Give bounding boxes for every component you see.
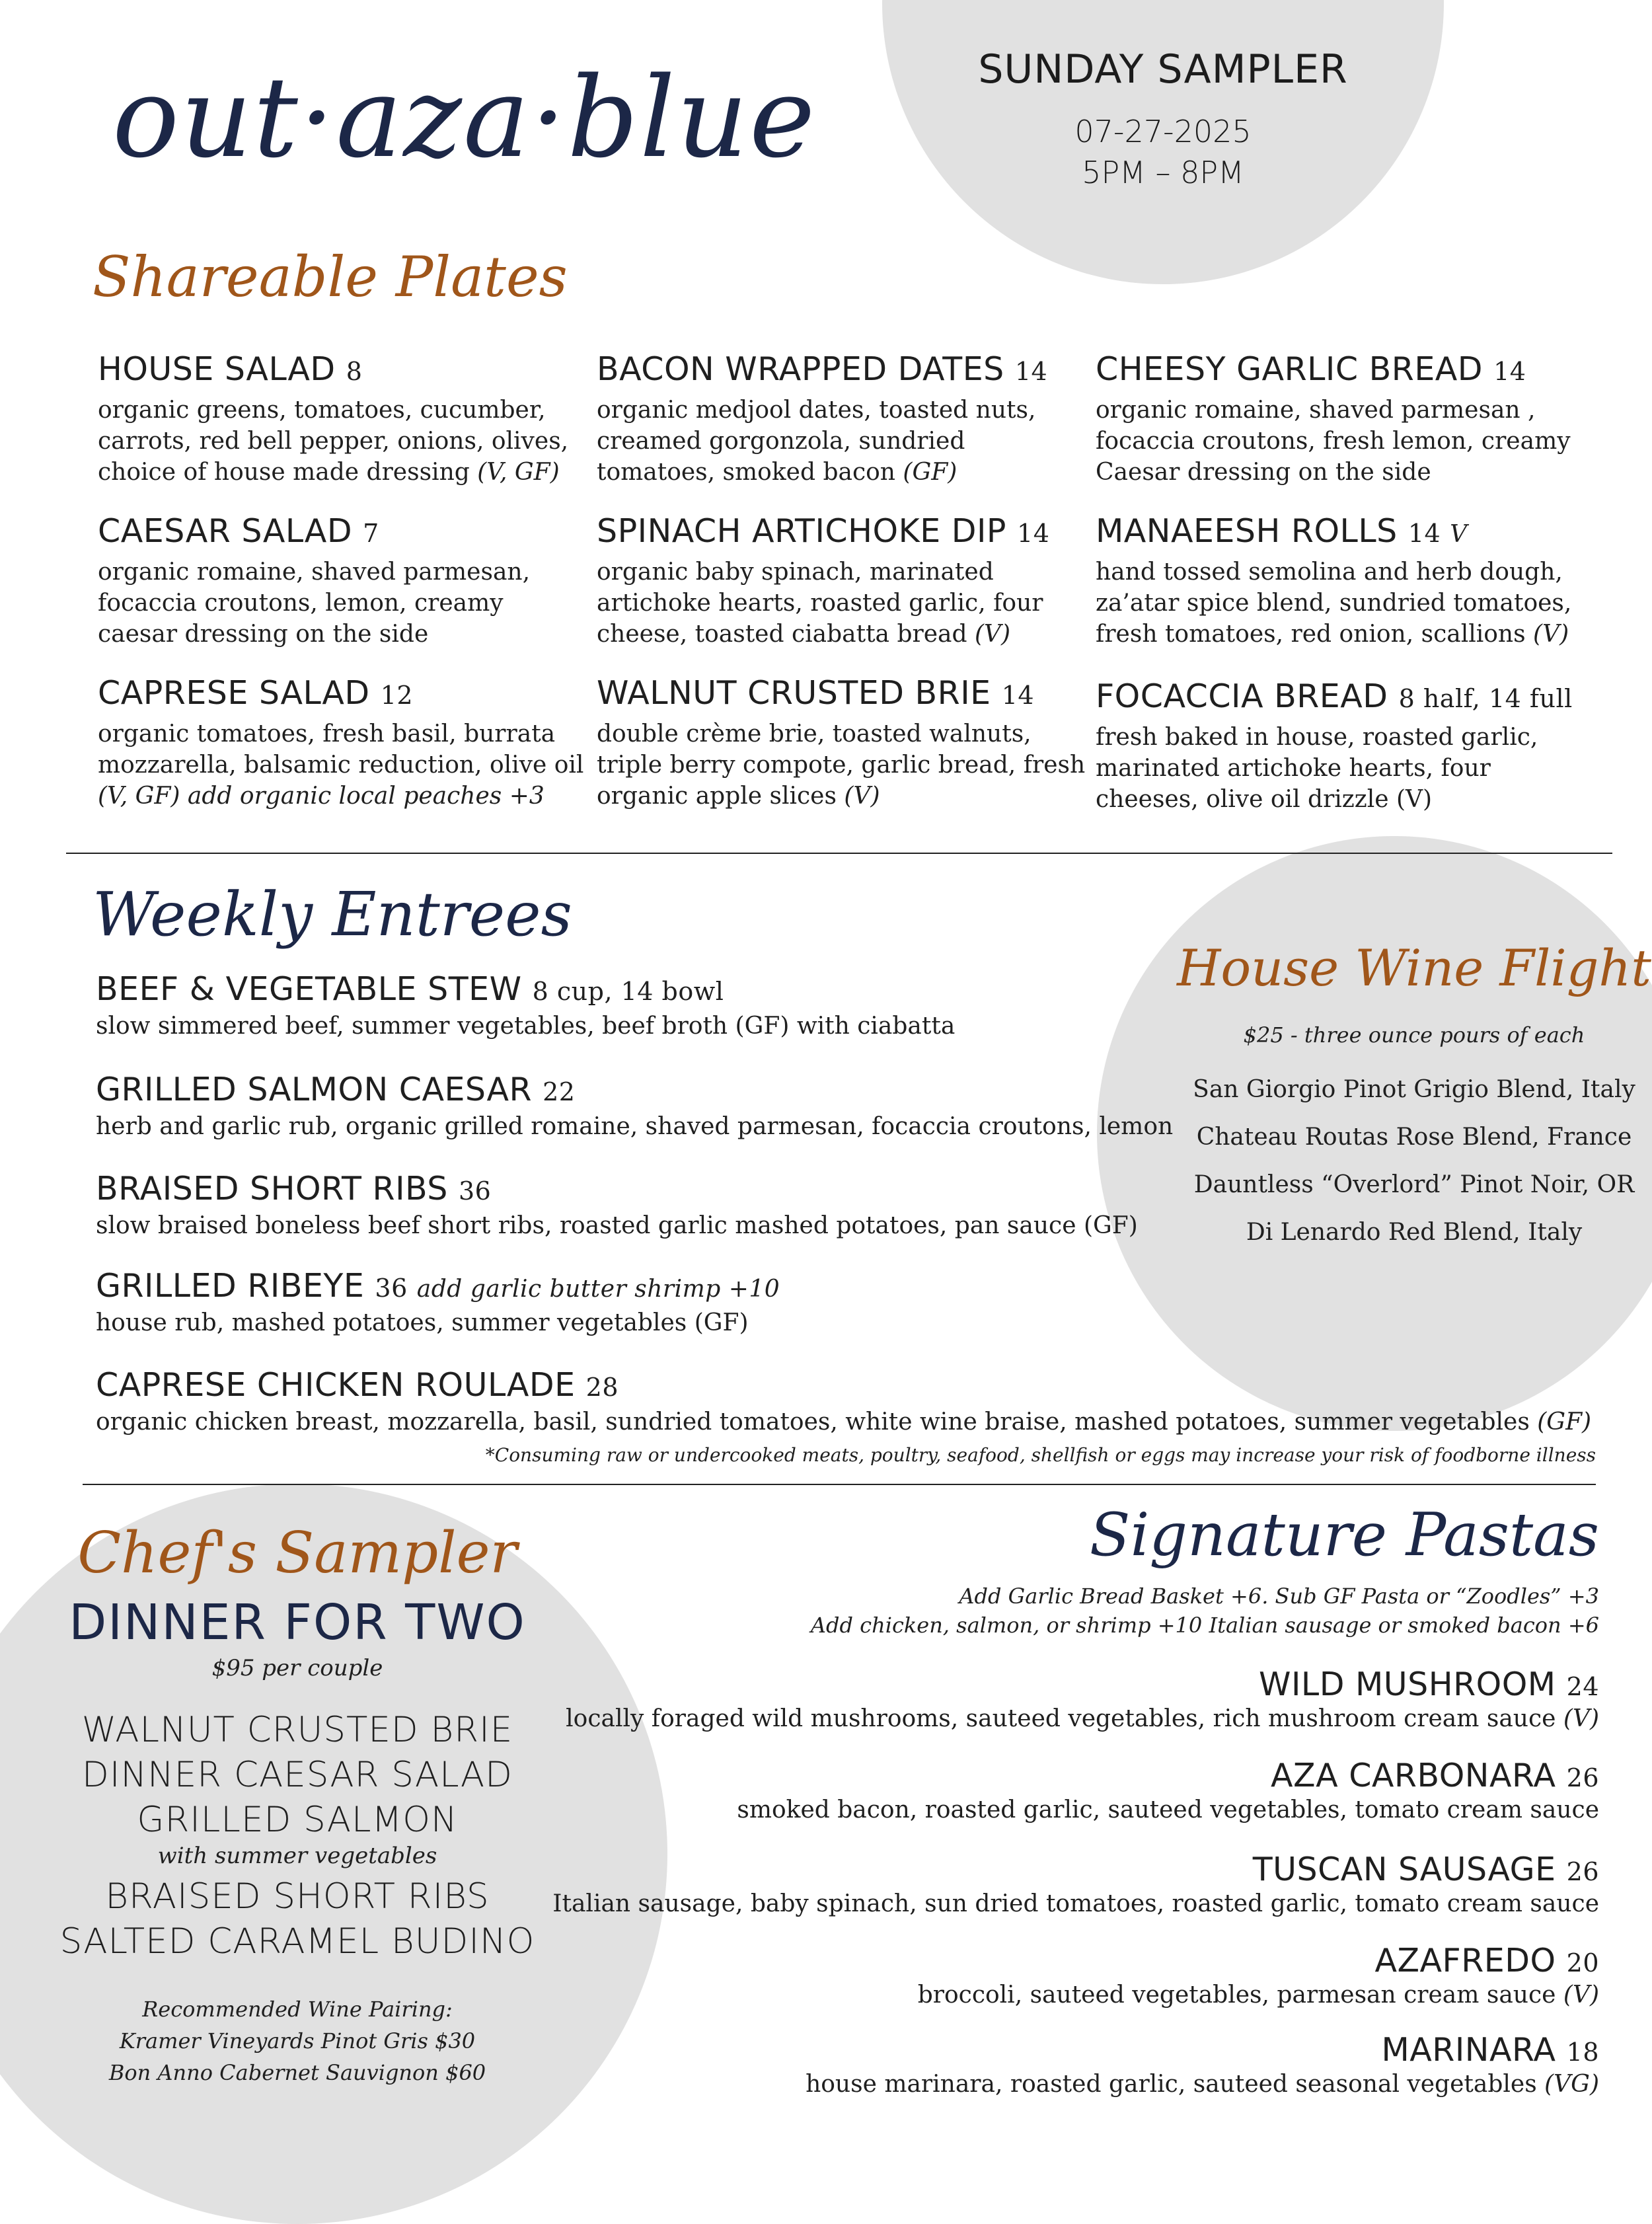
item-name: CAPRESE SALAD (98, 674, 370, 712)
item-tags: (V) (1533, 621, 1569, 648)
item-price: 12 (380, 681, 414, 710)
event-info (885, 46, 1441, 193)
item-price: 36 (375, 1274, 408, 1303)
item-desc: organic tomatoes, fresh basil, burrata mozzarella, balsamic reduction, olive oil (98, 720, 584, 779)
chef-course: GRILLED SALMON (137, 1800, 458, 1840)
item-price: 14 (1014, 357, 1048, 386)
chef-course: BRAISED SHORT RIBS (105, 1876, 490, 1917)
item-desc: slow simmered beef, summer vegetables, beef broth (GF) with ciabatta (96, 1013, 956, 1040)
item-desc: broccoli, sauteed vegetables, parmesan cream sauce (917, 1981, 1556, 2009)
item-name: MANAEESH ROLLS (1096, 512, 1398, 550)
wine-item: Dauntless “Overlord” Pinot Noir, OR (1193, 1171, 1635, 1198)
shareable-heading: Shareable Plates (93, 245, 568, 309)
entree-chicken-roulade (96, 1366, 1616, 1438)
event-title: SUNDAY SAMPLER (978, 46, 1348, 93)
item-desc: slow braised boneless beef short ribs, roasted garlic mashed potatoes, pan sauce (GF) (96, 1212, 1138, 1239)
item-desc: double crème brie, toasted walnuts, triple berry compote, garlic bread, fresh organic apple slices (597, 720, 1086, 810)
item-name: CAESAR SALAD (98, 512, 353, 550)
item-name: FOCACCIA BREAD (1096, 677, 1388, 715)
divider (83, 1484, 1596, 1485)
item-price: 14 (1408, 519, 1441, 548)
chef-pairing: Bon Anno Cabernet Sauvignon $60 (108, 2060, 486, 2085)
item-tags: (V, GF) (477, 459, 560, 486)
wine-heading: House Wine Flight (1177, 939, 1651, 997)
wine-item: Chateau Routas Rose Blend, France (1196, 1124, 1632, 1151)
chef-course: DINNER CAESAR SALAD (82, 1755, 513, 1795)
item-name: AZA CARBONARA (1271, 1757, 1556, 1794)
item-name: WALNUT CRUSTED BRIE (597, 674, 991, 712)
item-price: 14 (1493, 357, 1526, 386)
brand-logo: out·aza·blue (112, 53, 817, 182)
plate-caprese-salad (98, 674, 587, 812)
item-price: 24 (1566, 1672, 1599, 1701)
item-name: MARINARA (1381, 2031, 1556, 2069)
wine-price: $25 - three ounce pours of each (1243, 1022, 1585, 1048)
pastas-heading: Signature Pastas (1089, 1500, 1599, 1570)
wine-item: Di Lenardo Red Blend, Italy (1246, 1219, 1583, 1246)
item-price: 18 (1566, 2038, 1599, 2067)
item-desc: hand tossed semolina and herb dough, za’atar spice blend, sundried tomatoes, fresh tomatoes, red onion, scallions (1096, 558, 1572, 648)
item-price: 14 (1001, 681, 1035, 710)
item-tags: (V) (1563, 1981, 1599, 2009)
item-name: SPINACH ARTICHOKE DIP (597, 512, 1006, 550)
item-extra: V (1450, 521, 1468, 548)
item-price: 26 (1566, 1763, 1599, 1792)
plate-focaccia-bread (1096, 677, 1598, 815)
entree-ribeye (96, 1267, 1616, 1338)
item-tags: (V) (844, 783, 880, 810)
item-desc: organic baby spinach, marinated artichoke hearts, roasted garlic, four cheese, toasted ciabatta bread (597, 558, 1043, 648)
chef-title: DINNER FOR TWO (69, 1594, 526, 1651)
item-tags: (V) (1396, 786, 1433, 813)
wine-item: San Giorgio Pinot Grigio Blend, Italy (1193, 1076, 1635, 1103)
chef-course: WALNUT CRUSTED BRIE (81, 1710, 513, 1750)
item-desc: organic greens, tomatoes, cucumber, carrots, red bell pepper, onions, olives, choice of house made dressing (98, 397, 569, 486)
pastas-note: Add Garlic Bread Basket +6. Sub GF Pasta or “Zoodles” +3 (959, 1584, 1599, 1609)
item-desc: locally foraged wild mushrooms, sauteed vegetables, rich mushroom cream sauce (566, 1705, 1556, 1732)
event-time: 5PM – 8PM (1082, 155, 1244, 190)
item-name: WILD MUSHROOM (1259, 1666, 1556, 1703)
chef-heading: Chef's Sampler (77, 1520, 517, 1586)
chef-pairing-label: Recommended Wine Pairing: (142, 1997, 453, 2022)
item-price: 28 (585, 1373, 619, 1402)
item-name: BRAISED SHORT RIBS (96, 1170, 448, 1208)
item-name: BEEF & VEGETABLE STEW (96, 970, 522, 1008)
food-warning: *Consuming raw or undercooked meats, poultry, seafood, shellfish or eggs may increase your risk of foodborne illness (485, 1444, 1596, 1466)
item-tags: (GF) (903, 459, 957, 486)
plate-bacon-dates (597, 350, 1086, 488)
item-tags: (V) (1563, 1705, 1599, 1732)
item-tags: (V) (974, 621, 1011, 648)
pastas-note: Add chicken, salmon, or shrimp +10 Italian sausage or smoked bacon +6 (810, 1613, 1599, 1638)
pasta-aza-carbonara (542, 1757, 1599, 1825)
entrees-heading: Weekly Entrees (93, 879, 572, 950)
item-desc: Italian sausage, baby spinach, sun dried tomatoes, roasted garlic, tomato cream sauce (552, 1890, 1599, 1917)
item-name: GRILLED SALMON CAESAR (96, 1071, 533, 1108)
item-name: AZAFREDO (1374, 1942, 1556, 1979)
pasta-azafredo (542, 1942, 1599, 2011)
item-price: 7 (363, 519, 379, 548)
item-name: CHEESY GARLIC BREAD (1096, 350, 1483, 388)
chef-course: SALTED CARAMEL BUDINO (59, 1921, 535, 1962)
item-price: 8 (346, 357, 363, 386)
item-price: 8 half, 14 full (1398, 684, 1573, 713)
plate-cheesy-garlic-bread (1096, 350, 1598, 488)
item-name: GRILLED RIBEYE (96, 1267, 365, 1305)
plate-house-salad (98, 350, 587, 488)
plate-manaeesh-rolls (1096, 512, 1598, 650)
plate-spinach-dip (597, 512, 1086, 650)
item-name: TUSCAN SAUSAGE (1252, 1851, 1556, 1888)
item-price: 22 (543, 1077, 576, 1106)
pastas-notes (811, 1582, 1599, 1640)
item-desc: smoked bacon, roasted garlic, sauteed vegetables, tomato cream sauce (737, 1796, 1599, 1823)
item-desc: organic chicken breast, mozzarella, basil, sundried tomatoes, white wine braise, mashed potatoes, summer vegetables (96, 1408, 1530, 1436)
pasta-tuscan-sausage (542, 1851, 1599, 1919)
item-price: 20 (1566, 1948, 1599, 1977)
item-price: 26 (1566, 1857, 1599, 1886)
plate-caesar-salad (98, 512, 587, 650)
item-desc: house marinara, roasted garlic, sauteed seasonal vegetables (806, 2071, 1537, 2098)
wine-flight (1117, 846, 1652, 1256)
chef-price: $95 per couple (211, 1655, 383, 1681)
item-extra: add garlic butter shrimp +10 (416, 1276, 780, 1303)
item-name: BACON WRAPPED DATES (597, 350, 1004, 388)
event-date: 07-27-2025 (1074, 114, 1252, 149)
item-desc: herb and garlic rub, organic grilled romaine, shaved parmesan, focaccia croutons, lemon (96, 1113, 1174, 1140)
item-name: HOUSE SALAD (98, 350, 336, 388)
item-tags: (V, GF) add organic local peaches +3 (98, 783, 544, 810)
item-desc: organic medjool dates, toasted nuts, creamed gorgonzola, sundried tomatoes, smoked bacon (597, 397, 1036, 486)
pasta-wild-mushroom (542, 1666, 1599, 1734)
item-tags: (VG) (1544, 2071, 1599, 2098)
item-name: CAPRESE CHICKEN ROULADE (96, 1366, 576, 1404)
plate-walnut-brie (597, 674, 1086, 812)
pasta-marinara (542, 2031, 1599, 2100)
item-desc: organic romaine, shaved parmesan, focaccia croutons, lemon, creamy caesar dressing on the side (98, 558, 531, 648)
item-price: 14 (1017, 519, 1050, 548)
item-desc: fresh baked in house, roasted garlic, marinated artichoke hearts, four cheeses, olive oil drizzle (1096, 724, 1538, 813)
item-price: 36 (458, 1176, 492, 1206)
item-desc: organic romaine, shaved parmesan , focaccia croutons, fresh lemon, creamy Caesar dressing on the side (1096, 397, 1571, 486)
item-price: 8 cup, 14 bowl (532, 977, 724, 1006)
item-tags: (GF) (1537, 1408, 1592, 1436)
chef-sampler (26, 1514, 568, 2089)
item-desc: house rub, mashed potatoes, summer vegetables (GF) (96, 1309, 749, 1336)
chef-course-note: with summer vegetables (157, 1843, 437, 1869)
chef-pairing: Kramer Vineyards Pinot Gris $30 (119, 2028, 476, 2053)
